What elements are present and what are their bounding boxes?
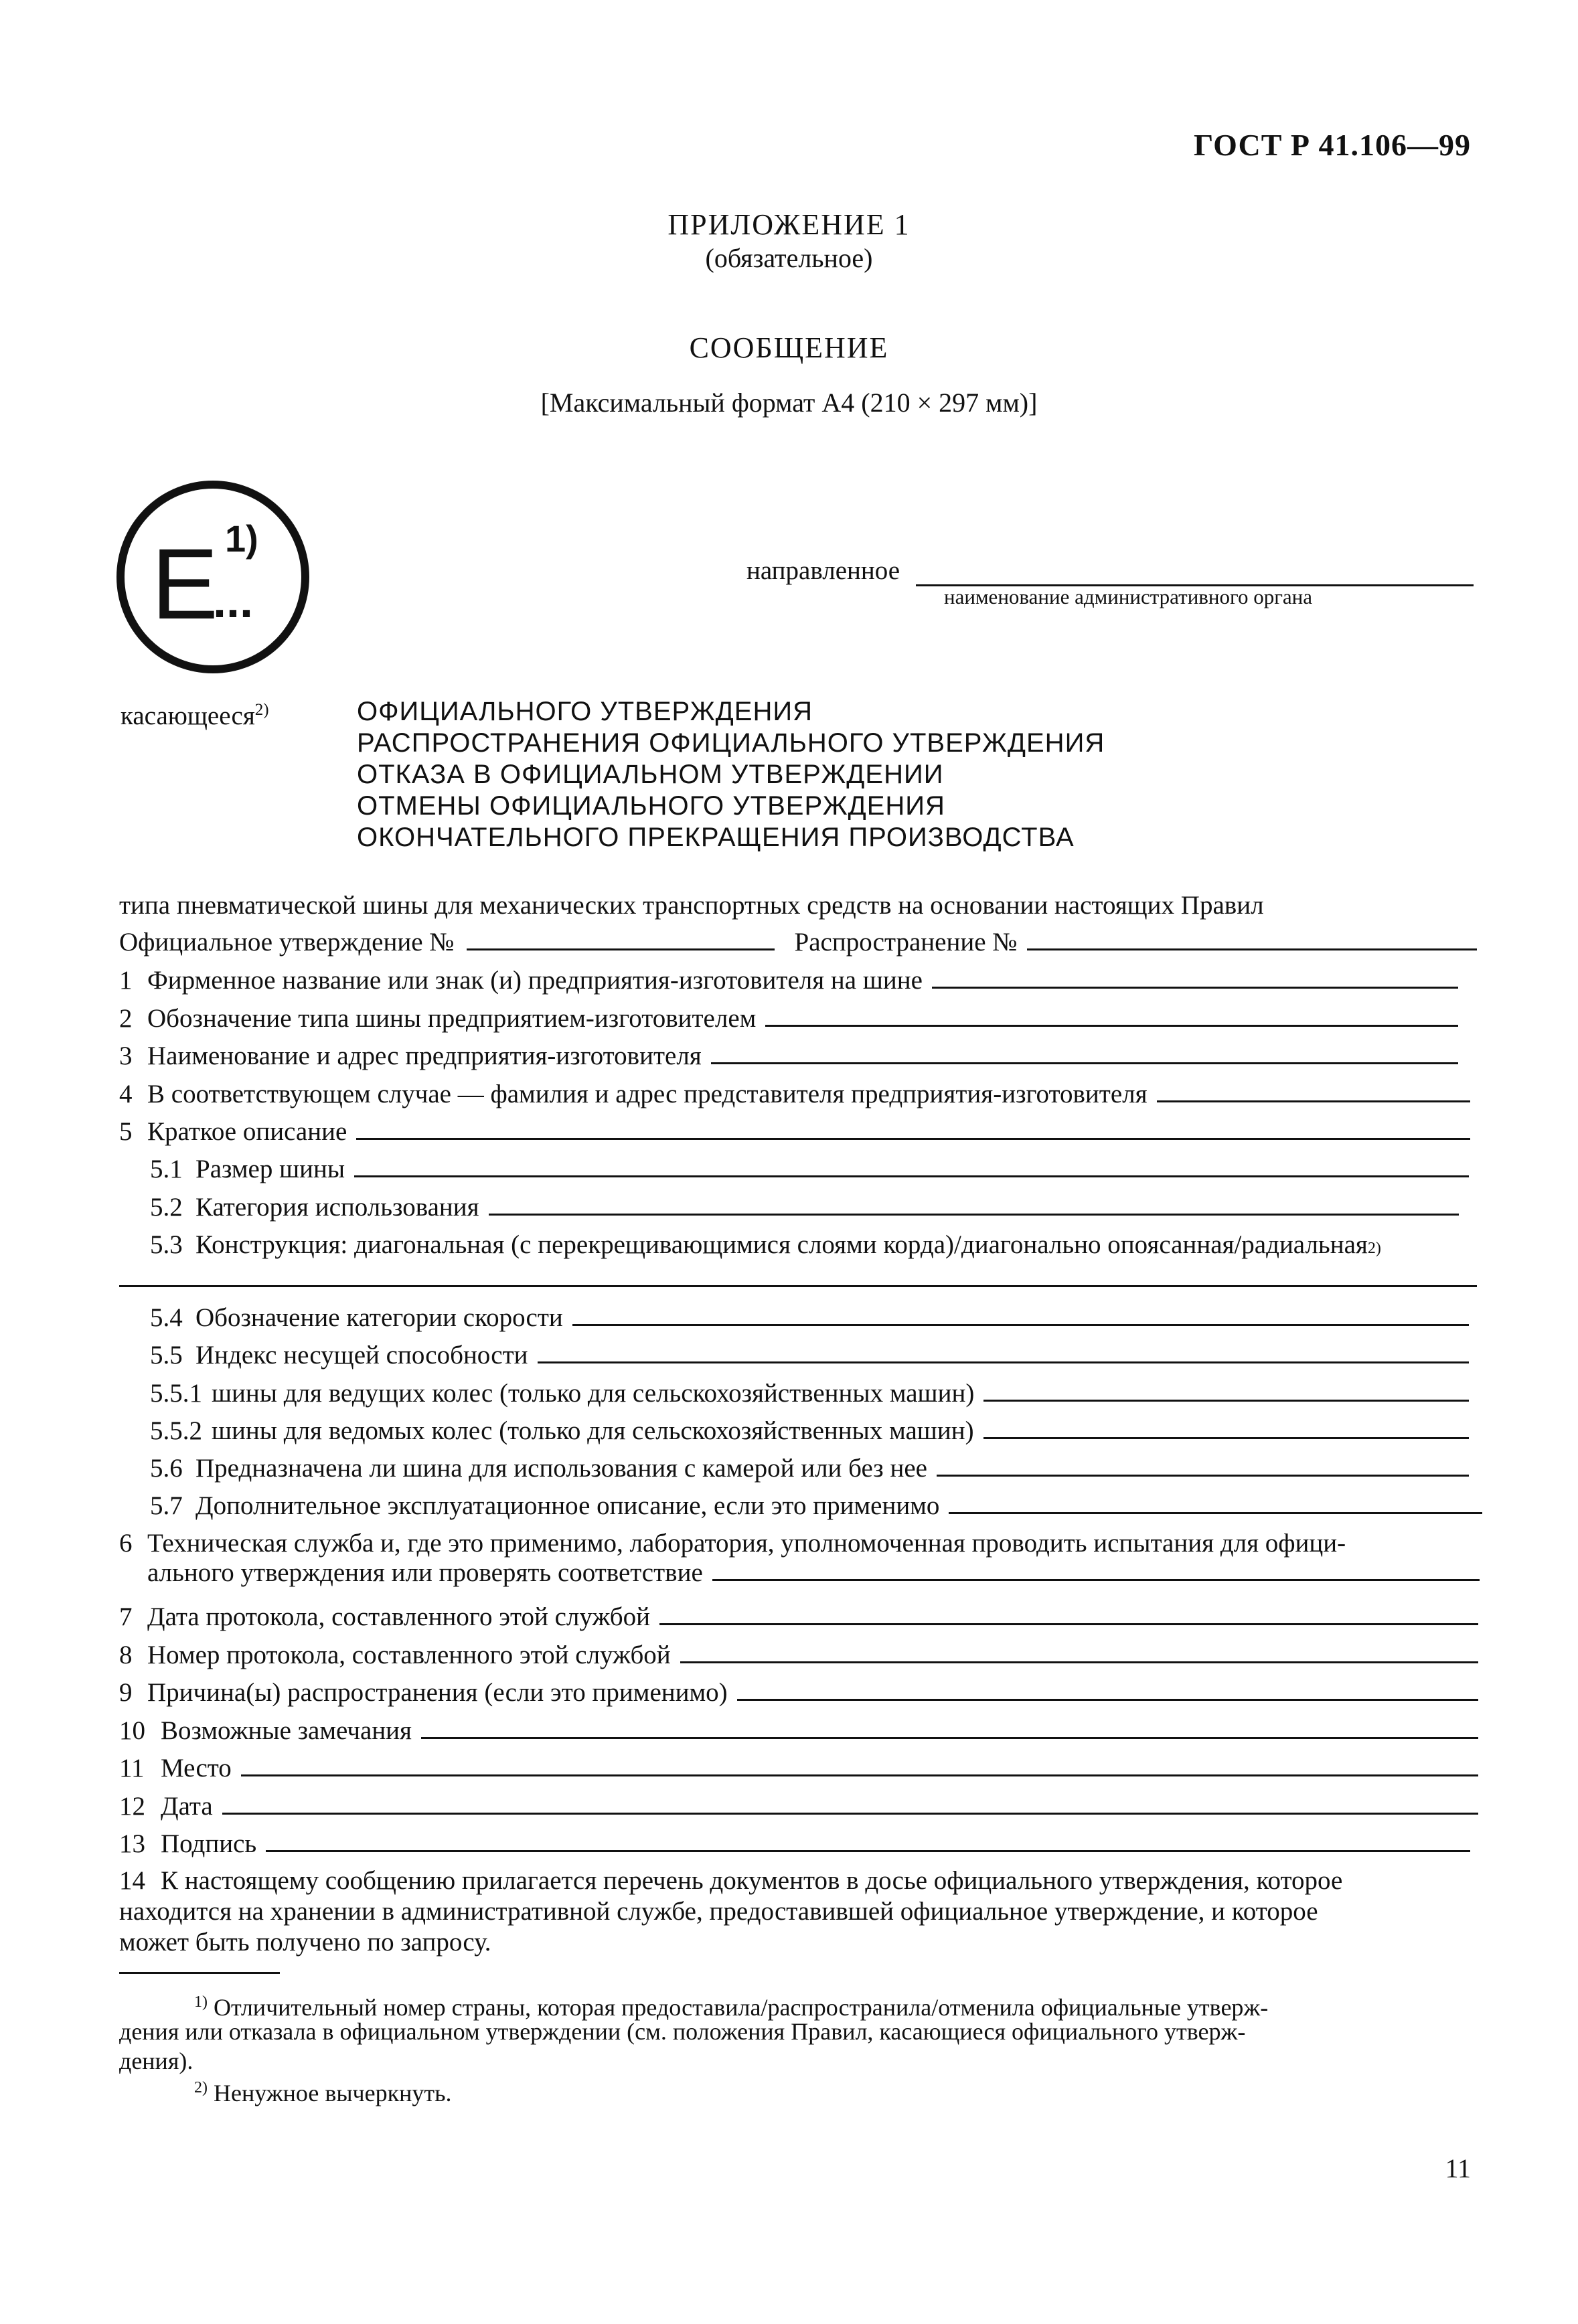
item-11-field[interactable]: [241, 1752, 1478, 1776]
option-production-discontinued: ОКОНЧАТЕЛЬНОГО ПРЕКРАЩЕНИЯ ПРОИЗВОДСТВА: [357, 823, 1075, 852]
item-5-4: 5.4 Обозначение категории скорости: [150, 1301, 1469, 1333]
footnote-2-mark: 2): [194, 2079, 208, 2096]
item-3: 3 Наименование и адрес предприятия-изготовителя: [119, 1040, 1458, 1072]
sent-to-label: направленное: [746, 556, 900, 585]
item-8: 8 Номер протокола, составленного этой службой: [119, 1639, 1478, 1671]
item-5: 5 Краткое описание: [119, 1115, 1470, 1147]
extension-number-label: Распространение №: [794, 928, 1018, 957]
concerning-options: [357, 696, 1105, 853]
item-13: 13 Подпись: [119, 1827, 1470, 1859]
admin-body-caption: наименование административного органа: [944, 585, 1313, 608]
item-5-5-2-field[interactable]: [983, 1414, 1469, 1439]
item-7-field[interactable]: [659, 1600, 1478, 1625]
option-withdrawal: ОТМЕНЫ ОФИЦИАЛЬНОГО УТВЕРЖДЕНИЯ: [357, 791, 945, 821]
item-14: 14 К настоящему сообщению прилагается перечень документов в досье официального утверждения, которое: [119, 1866, 1343, 1895]
logo-superscript: 1): [225, 517, 258, 560]
item-5-2-field[interactable]: [489, 1191, 1459, 1216]
item-6: 6 Техническая служба и, где это применимо, лаборатория, уполномоченная проводить испытания для офици-: [119, 1529, 1346, 1558]
item-8-field[interactable]: [680, 1639, 1478, 1663]
item-10-field[interactable]: [421, 1714, 1478, 1739]
item-5-2: 5.2 Категория использования: [150, 1191, 1459, 1223]
page-number: 11: [1445, 2153, 1471, 2183]
intro-text: типа пневматической шины для механических транспортных средств на основании настоящих Правил: [119, 891, 1264, 920]
footnote-1-mark: 1): [194, 1993, 208, 2011]
item-4-field[interactable]: [1157, 1078, 1470, 1102]
item-13-field[interactable]: [266, 1827, 1470, 1852]
item-10: 10 Возможные замечания: [119, 1714, 1478, 1746]
footnote-ref: 2): [254, 701, 269, 719]
approval-number-field[interactable]: [467, 926, 775, 950]
item-14-line2: находится на хранении в административной службе, предоставившей официальное утверждение, и которое: [119, 1897, 1318, 1926]
item-5-5-1-field[interactable]: [983, 1377, 1469, 1402]
item-9-field[interactable]: [737, 1676, 1478, 1701]
item-11: 11 Место: [119, 1752, 1478, 1784]
item-9: 9 Причина(ы) распространения (если это применимо): [119, 1676, 1478, 1708]
item-14-line3: может быть получено по запросу.: [119, 1928, 491, 1957]
approval-row: [119, 926, 1477, 958]
option-approval: ОФИЦИАЛЬНОГО УТВЕРЖДЕНИЯ: [357, 697, 813, 726]
item-7: 7 Дата протокола, составленного этой службой: [119, 1600, 1478, 1633]
footnote-1-line2: дения или отказала в официальном утверждении (см. положения Правил, касающиеся официального утверж-: [119, 2018, 1246, 2045]
item-3-field[interactable]: [711, 1040, 1458, 1064]
footnote-1-line3: дения).: [119, 2048, 193, 2074]
item-5-3: 5.3 Конструкция: диагональная (с перекрещивающимися слоями корда)/диагонально опоясанная/радиальная 2): [150, 1229, 1482, 1261]
item-2: 2 Обозначение типа шины предприятием-изготовителем: [119, 1002, 1458, 1034]
footnote-1: $^{1)}$ Отличительный номер страны, которая предоставила/распространила/отменила официальные утверж-: [194, 1993, 1269, 2021]
item-12-field[interactable]: [222, 1790, 1478, 1815]
message-title: СООБЩЕНИЕ: [689, 331, 889, 364]
item-6-field[interactable]: [712, 1556, 1480, 1581]
logo-dots: ...: [213, 574, 254, 628]
item-5-6: 5.6 Предназначена ли шина для использования с камерой или без нее: [150, 1452, 1469, 1484]
item-12: 12 Дата: [119, 1790, 1478, 1822]
item-5-5-1: 5.5.1 шины для ведущих колес (только для сельскохозяйственных машин): [150, 1377, 1469, 1409]
item-5-1-field[interactable]: [354, 1153, 1469, 1177]
footnote-separator: [119, 1972, 280, 1974]
item-1: 1 Фирменное название или знак (и) предприятия-изготовителя на шине: [119, 964, 1458, 996]
format-note: [Максимальный формат А4 (210 × 297 мм)]: [540, 388, 1038, 418]
document-code: ГОСТ Р 41.106—99: [1194, 128, 1471, 162]
logo-letter: E: [151, 527, 219, 640]
item-5-3-field[interactable]: [119, 1285, 1477, 1287]
annex-subtitle: (обязательное): [705, 243, 873, 273]
item-5-5-field[interactable]: [538, 1339, 1469, 1363]
e-mark-logo: [112, 477, 313, 677]
item-5-6-field[interactable]: [937, 1452, 1469, 1477]
option-extension: РАСПРОСТРАНЕНИЯ ОФИЦИАЛЬНОГО УТВЕРЖДЕНИЯ: [357, 728, 1105, 758]
concerning-label: касающееся$^{2)}$: [121, 701, 269, 730]
item-5-field[interactable]: [356, 1115, 1470, 1140]
item-5-7: 5.7 Дополнительное эксплуатационное описание, если это применимо: [150, 1489, 1482, 1521]
item-2-field[interactable]: [765, 1002, 1458, 1027]
item-5-7-field[interactable]: [949, 1489, 1482, 1514]
item-5-1: 5.1 Размер шины: [150, 1153, 1469, 1185]
approval-number-label: Официальное утверждение №: [119, 928, 455, 957]
extension-number-field[interactable]: [1027, 926, 1477, 950]
item-6-cont: ального утверждения или проверять соответствие: [147, 1556, 1480, 1588]
item-4: 4 В соответствующем случае — фамилия и адрес представителя предприятия-изготовителя: [119, 1078, 1470, 1110]
item-5-5-2: 5.5.2 шины для ведомых колес (только для сельскохозяйственных машин): [150, 1414, 1469, 1446]
annex-title: ПРИЛОЖЕНИЕ 1: [667, 208, 911, 241]
footnote-ref: 2): [1367, 1240, 1381, 1257]
option-refusal: ОТКАЗА В ОФИЦИАЛЬНОМ УТВЕРЖДЕНИИ: [357, 760, 944, 789]
item-5-5: 5.5 Индекс несущей способности: [150, 1339, 1469, 1371]
item-5-4-field[interactable]: [572, 1301, 1469, 1326]
item-1-field[interactable]: [932, 964, 1458, 989]
footnote-2: $^{2)}$ Ненужное вычеркнуть.: [194, 2079, 452, 2106]
